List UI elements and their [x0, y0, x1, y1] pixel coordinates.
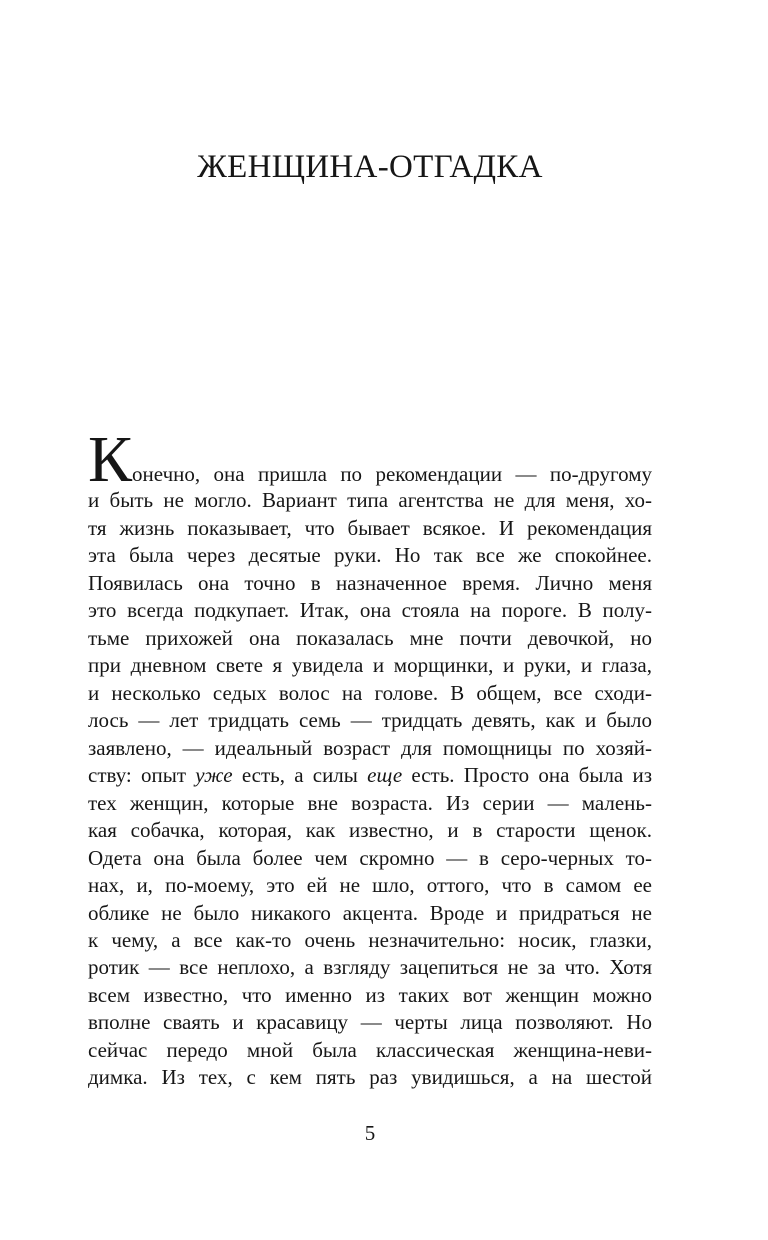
body-text [88, 423, 653, 1092]
text-line-22: сейчас передо мной была классическая женщина-неви- [88, 1037, 652, 1062]
text-line-12 [88, 762, 652, 789]
text-line-15: Одета она была более чем скромно — в серо-черных то- [88, 845, 652, 870]
text-segment: есть. Просто она была из [402, 763, 653, 788]
text-segment: есть, а силы [232, 763, 368, 788]
drop-cap: К [88, 423, 133, 496]
text-line-1 [88, 423, 652, 496]
text-line-9: и несколько седых волос на голове. В общем, все сходи- [88, 680, 652, 705]
text-segment: ству: опыт [88, 763, 196, 788]
text-line-21: вполне сваять и красавицу — черты лица позволяют. Но [88, 1010, 652, 1035]
text-line-2: и быть не могло. Вариант типа агентства не для меня, хо- [88, 488, 652, 513]
chapter-title: ЖЕНЩИНА-ОТГАДКА [197, 149, 543, 185]
text-line-1-rest: онечно, она пришла по рекомендации — по-другому [132, 462, 652, 486]
text-line-16: нах, и, по-моему, это ей не шло, оттого, что в самом ее [88, 873, 652, 898]
page-number: 5 [364, 1121, 376, 1145]
text-line-10: лось — лет тридцать семь — тридцать девять, как и было [88, 708, 652, 733]
italic-emphasis: уже [195, 763, 233, 788]
text-line-20: всем известно, что именно из таких вот женщин можно [88, 982, 652, 1007]
text-line-19: ротик — все неплохо, а взгляду зацепиться не за что. Хотя [88, 955, 652, 980]
text-line-11: заявлено, — идеальный возраст для помощницы по хозяй- [88, 735, 652, 760]
text-line-8: при дневном свете я увидела и морщинки, и руки, и глаза, [88, 653, 652, 678]
text-line-5: Появилась она точно в назначенное время. Лично меня [88, 570, 652, 595]
text-line-13: тех женщин, которые вне возраста. Из серии — малень- [88, 790, 652, 815]
text-line-6: это всегда подкупает. Итак, она стояла на пороге. В полу- [88, 598, 652, 623]
text-line-23: димка. Из тех, с кем пять раз увидишься, а на шестой [88, 1065, 652, 1090]
text-line-14: кая собачка, которая, как известно, и в старости щенок. [88, 818, 652, 843]
text-line-3: тя жизнь показывает, что бывает всякое. И рекомендация [88, 515, 652, 540]
text-line-4: эта была через десятые руки. Но так все же спокойнее. [88, 543, 652, 568]
text-line-17: облике не было никакого акцента. Вроде и придраться не [88, 900, 652, 925]
text-line-7: тьме прихожей она показалась мне почти девочкой, но [88, 625, 652, 650]
italic-emphasis: еще [367, 763, 403, 788]
text-line-18: к чему, а все как-то очень незначительно: носик, глазки, [88, 927, 652, 952]
